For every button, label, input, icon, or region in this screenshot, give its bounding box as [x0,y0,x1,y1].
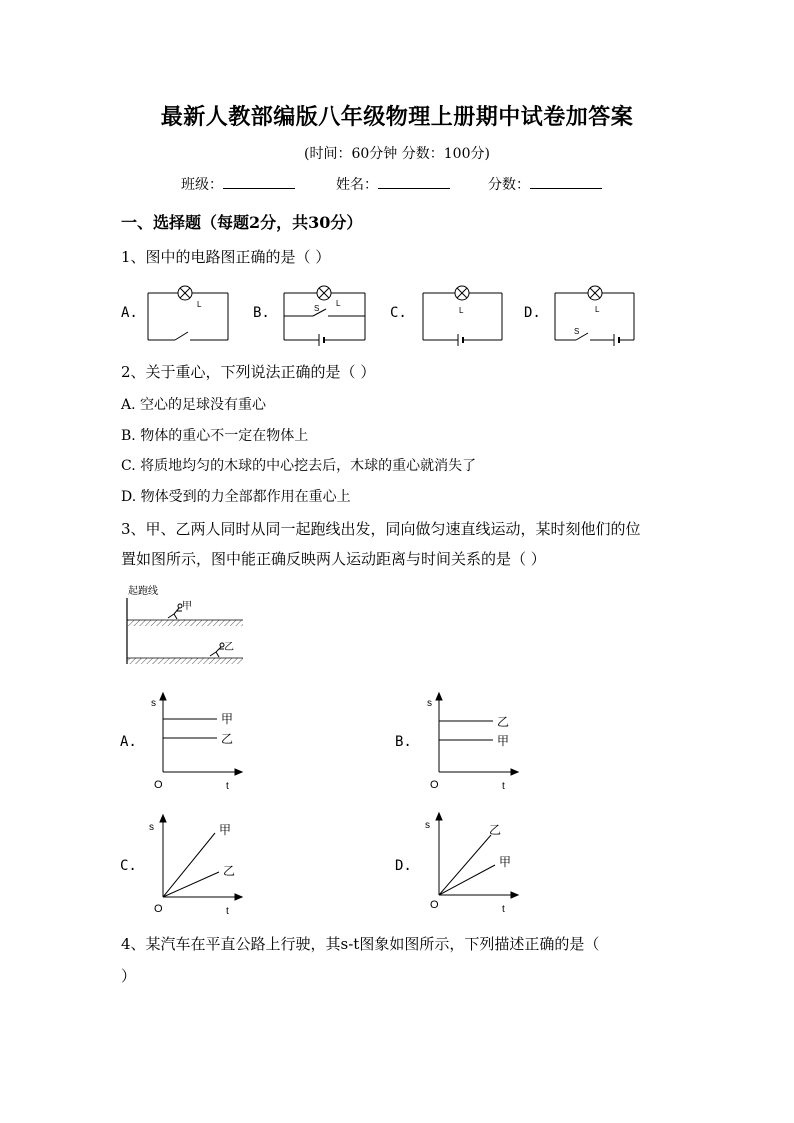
graph-c-s-label: s [149,822,154,833]
circuit-b-diagram [281,284,371,344]
runner-b-label: 乙 [224,642,234,653]
graph-d-line-label-1: 乙 [489,823,502,837]
q3-option-c-label: C. [120,858,137,874]
q1-option-d-label: D. [524,305,541,321]
graph-d-s-label: s [425,820,430,831]
runner-a-label: 甲 [182,601,192,612]
q3-option-d-label: D. [395,858,412,874]
score-field [488,174,602,194]
graph-b [421,690,531,795]
question-3-text-line2: 置如图所示，图中能正确反映两人运动距离与时间关系的是（ ） [121,550,546,568]
graph-c-line-label-2: 乙 [223,864,236,878]
graph-b-s-label: s [427,698,432,709]
q2-option-b: B. 物体的重心不一定在物体上 [121,428,309,444]
circuit-b-switch-label: S [314,304,320,313]
graph-a-line-label-1: 甲 [221,712,234,726]
circuit-d-switch-label: S [574,327,580,336]
class-blank[interactable] [223,174,295,189]
graph-d-line-label-2: 甲 [499,855,512,869]
graph-a-line-label-2: 乙 [221,732,234,746]
question-1-text: 1、图中的电路图正确的是（ ） [121,248,331,266]
graph-b-origin: O [430,779,439,791]
q1-option-a-label: A. [121,305,138,321]
class-field [181,174,295,194]
q2-option-d: D. 物体受到的力全部都作用在重心上 [121,489,351,505]
circuit-a-diagram [145,284,231,344]
question-2-text: 2、关于重心，下列说法正确的是（ ） [121,363,376,381]
graph-d-t-label: t [502,904,505,915]
graph-a-origin: O [154,779,163,791]
exam-info: (时间：60分钟 分数：100分) [304,146,490,162]
page-title: 最新人教部编版八年级物理上册期中试卷加答案 [160,104,634,130]
question-4-text-line2: ） [121,967,137,985]
question-3-text-line1: 3、甲、乙两人同时从同一起跑线出发，同向做匀速直线运动，某时刻他们的位 [121,520,641,538]
q2-option-c: C. 将质地均匀的木球的中心挖去后，木球的重心就消失了 [121,458,477,474]
graph-a [145,690,255,795]
circuit-d-diagram [552,284,638,344]
runner-a-icon [168,604,182,619]
graph-c-origin: O [154,903,163,915]
start-line-figure [121,582,251,672]
graph-b-line-label-2: 甲 [497,734,510,748]
section-title: 一、选择题（每题2分，共30分） [121,213,363,232]
circuit-b-lamp-label: L [336,299,341,308]
runner-b-icon [210,643,224,657]
circuit-d-lamp-label: L [595,305,600,314]
q1-option-b-label: B. [253,305,270,321]
graph-c [145,812,255,920]
q3-option-a-label: A. [120,734,137,750]
circuit-c-diagram [420,284,506,344]
graph-a-t-label: t [226,781,229,792]
circuit-c-lamp-label: L [459,306,464,315]
question-4-text-line1: 4、某汽车在平直公路上行驶，其s-t图象如图所示，下列描述正确的是（ [121,935,600,953]
circuit-a-lamp-label: L [197,300,202,309]
score-label: 分数： [488,177,530,193]
graph-c-t-label: t [226,906,229,917]
q3-option-b-label: B. [395,734,412,750]
graph-d [421,810,531,918]
name-field [336,174,450,194]
graph-a-s-label: s [151,698,156,709]
name-blank[interactable] [378,174,450,189]
score-blank[interactable] [530,174,602,189]
graph-d-origin: O [430,899,439,911]
graph-b-t-label: t [502,781,505,792]
name-label: 姓名： [336,177,378,193]
q2-option-a: A. 空心的足球没有重心 [121,397,267,413]
graph-c-line-label-1: 甲 [219,823,232,837]
class-label: 班级： [181,177,223,193]
q1-option-c-label: C. [390,305,407,321]
graph-b-line-label-1: 乙 [497,715,510,729]
start-line-label: 起跑线 [128,586,158,597]
